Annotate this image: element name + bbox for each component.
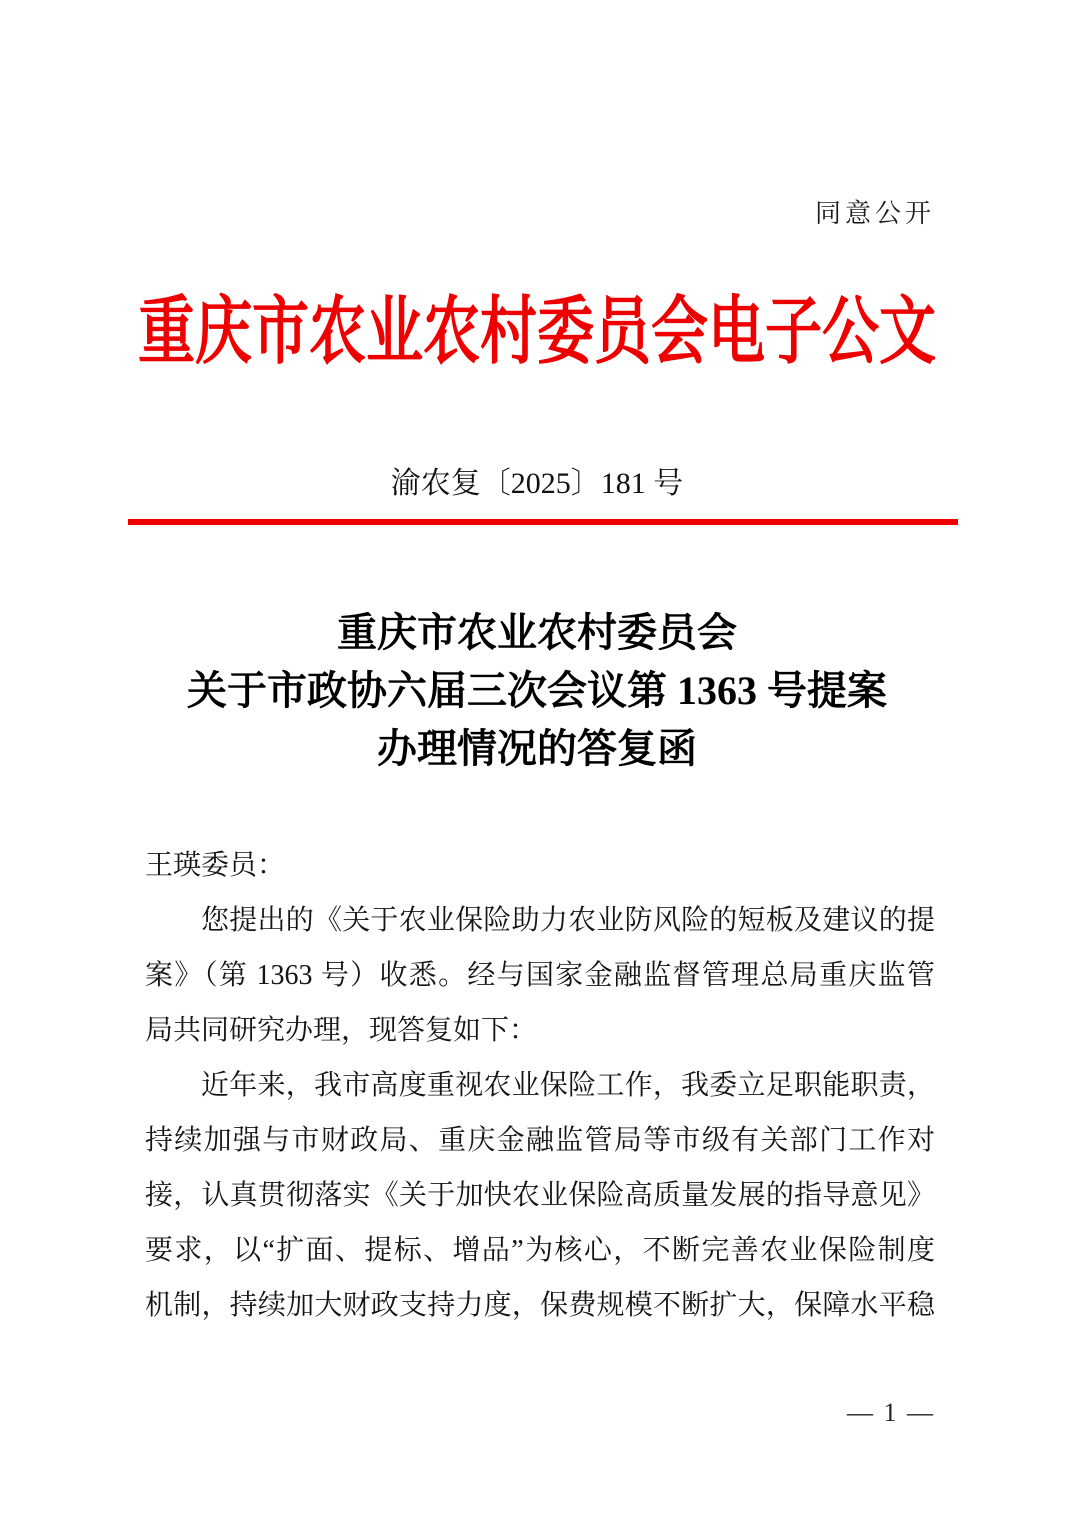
body-line: 局共同研究办理，现答复如下： <box>145 1015 538 1046</box>
public-disclosure-label: 同意公开 <box>814 199 935 228</box>
page-number: — 1 — <box>847 1398 935 1427</box>
document-title-line-3: 办理情况的答复函 <box>377 726 697 771</box>
body-line: 持续加强与市财政局、重庆金融监管局等市级有关部门工作对 <box>145 1125 935 1156</box>
body-line: 您提出的《关于农业保险助力农业防风险的短板及建议的提 <box>201 905 935 936</box>
letter-body <box>145 838 935 1333</box>
body-line: 接，认真贯彻落实《关于加快农业保险高质量发展的指导意见》 <box>145 1180 935 1211</box>
body-line: 要求，以“扩面、提标、增品”为核心，不断完善农业保险制度 <box>145 1235 935 1266</box>
red-divider-rule <box>128 519 958 525</box>
document-number: 渝农复〔2025〕181 号 <box>390 467 684 500</box>
masthead-title: 重庆市农业农村委员会电子公文 <box>138 291 936 374</box>
salutation-line: 王瑛委员： <box>145 850 286 881</box>
body-line: 近年来，我市高度重视农业保险工作，我委立足职能职责， <box>201 1070 935 1101</box>
document-title-line-2: 关于市政协六届三次会议第 1363 号提案 <box>187 668 887 713</box>
document-title <box>70 604 1004 778</box>
body-line: 机制，持续加大财政支持力度，保费规模不断扩大，保障水平稳 <box>145 1290 935 1321</box>
document-title-line-1: 重庆市农业农村委员会 <box>337 610 737 655</box>
body-line: 案》（第 1363 号）收悉。经与国家金融监督管理总局重庆监管 <box>145 960 935 991</box>
